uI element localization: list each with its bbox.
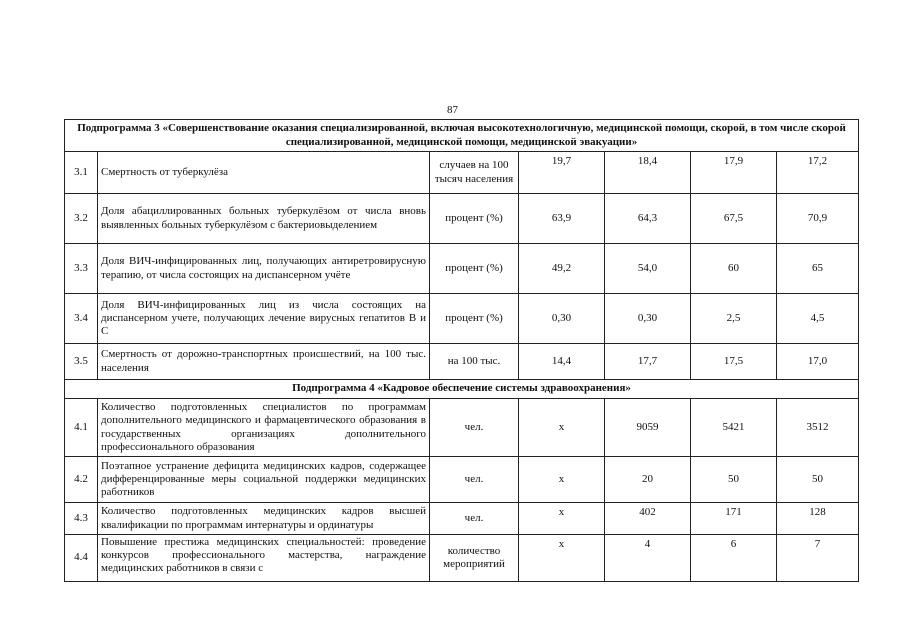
row-number: 3.5 <box>65 344 98 380</box>
value-cell: 4 <box>605 535 691 582</box>
unit-cell: процент (%) <box>430 294 519 344</box>
unit-cell: процент (%) <box>430 244 519 294</box>
value-cell: 50 <box>691 457 777 503</box>
unit-cell: процент (%) <box>430 194 519 244</box>
value-cell: 19,7 <box>519 152 605 194</box>
table-row <box>65 399 859 457</box>
indicator-name: Доля абациллированных больных туберкулёзом от числа вновь выявленных больных туберкулёзом с бактериовыделением <box>98 194 430 244</box>
indicator-name: Доля ВИЧ-инфицированных лиц, получающих антиретровирусную терапию, от числа состоящих на диспансерном учёте <box>98 244 430 294</box>
value-cell: 70,9 <box>777 194 859 244</box>
value-cell: 20 <box>605 457 691 503</box>
unit-cell: на 100 тыс. <box>430 344 519 380</box>
value-cell: 402 <box>605 503 691 535</box>
value-cell: 50 <box>777 457 859 503</box>
row-number: 4.2 <box>65 457 98 503</box>
indicator-name: Поэтапное устранение дефицита медицинских кадров, содержащее дифференцированные меры социальной поддержки медицинских работников <box>98 457 430 503</box>
value-cell: 9059 <box>605 399 691 457</box>
value-cell: 67,5 <box>691 194 777 244</box>
value-cell: х <box>519 503 605 535</box>
unit-cell: чел. <box>430 399 519 457</box>
value-cell: 7 <box>777 535 859 582</box>
indicator-name: Повышение престижа медицинских специальностей: проведение конкурсов профессионального мастерства, награждение медицинских работников в связи с <box>101 536 426 575</box>
table-row <box>65 535 859 582</box>
row-number: 4.4 <box>65 535 98 582</box>
row-number: 3.3 <box>65 244 98 294</box>
unit-cell: случаев на 100 тысяч населения <box>430 152 519 194</box>
unit-cell: чел. <box>430 503 519 535</box>
value-cell: 2,5 <box>691 294 777 344</box>
subprogram-4-header-row <box>65 380 859 399</box>
value-cell: 18,4 <box>605 152 691 194</box>
table-row <box>65 152 859 194</box>
value-cell: 54,0 <box>605 244 691 294</box>
value-cell: 60 <box>691 244 777 294</box>
subprogram-4-title: Подпрограмма 4 «Кадровое обеспечение системы здравоохранения» <box>65 380 859 399</box>
indicator-name: Количество подготовленных специалистов по программам дополнительного медицинского и фармацевтического образования в государственных организациях дополнительного профессионального образования <box>98 399 430 457</box>
row-number: 3.4 <box>65 294 98 344</box>
indicator-name: Смертность от туберкулёза <box>98 152 430 194</box>
value-cell: х <box>519 399 605 457</box>
subprogram-3-header-row <box>65 120 859 152</box>
value-cell: 17,2 <box>777 152 859 194</box>
indicator-name: Смертность от дорожно-транспортных происшествий, на 100 тыс. населения <box>98 344 430 380</box>
indicator-name: Количество подготовленных медицинских кадров высшей квалификации по программам интернатуры и ординатуры <box>98 503 430 535</box>
unit-cell: количество мероприятий <box>430 535 519 582</box>
value-cell: 0,30 <box>605 294 691 344</box>
value-cell: 63,9 <box>519 194 605 244</box>
value-cell: 3512 <box>777 399 859 457</box>
value-cell: 6 <box>691 535 777 582</box>
row-number: 4.1 <box>65 399 98 457</box>
value-cell: х <box>519 457 605 503</box>
table-row <box>65 244 859 294</box>
indicator-name: Доля ВИЧ-инфицированных лиц из числа состоящих на диспансерном учете, получающих лечение вирусных гепатитов В и С <box>98 294 430 344</box>
value-cell: 17,5 <box>691 344 777 380</box>
value-cell: 65 <box>777 244 859 294</box>
value-cell: 5421 <box>691 399 777 457</box>
table-row <box>65 194 859 244</box>
value-cell: 17,9 <box>691 152 777 194</box>
value-cell: 17,7 <box>605 344 691 380</box>
row-number: 4.3 <box>65 503 98 535</box>
table-row <box>65 503 859 535</box>
indicators-table <box>64 119 859 582</box>
value-cell: 14,4 <box>519 344 605 380</box>
value-cell: 49,2 <box>519 244 605 294</box>
value-cell: 4,5 <box>777 294 859 344</box>
table-row <box>65 344 859 380</box>
page-number: 87 <box>447 104 458 116</box>
table-row <box>65 294 859 344</box>
value-cell: 64,3 <box>605 194 691 244</box>
row-number: 3.2 <box>65 194 98 244</box>
value-cell: 0,30 <box>519 294 605 344</box>
row-number: 3.1 <box>65 152 98 194</box>
value-cell: 128 <box>777 503 859 535</box>
value-cell: 171 <box>691 503 777 535</box>
value-cell: 17,0 <box>777 344 859 380</box>
value-cell: х <box>519 535 605 582</box>
subprogram-3-title: Подпрограмма 3 «Совершенствование оказания специализированной, включая высокотехнологичную, медицинской помощи, скорой, в том числе скорой специализированной, медицинской помощи, медицинской эвакуации» <box>65 120 859 152</box>
table-row <box>65 457 859 503</box>
indicator-name-cell <box>98 535 430 582</box>
unit-cell: чел. <box>430 457 519 503</box>
